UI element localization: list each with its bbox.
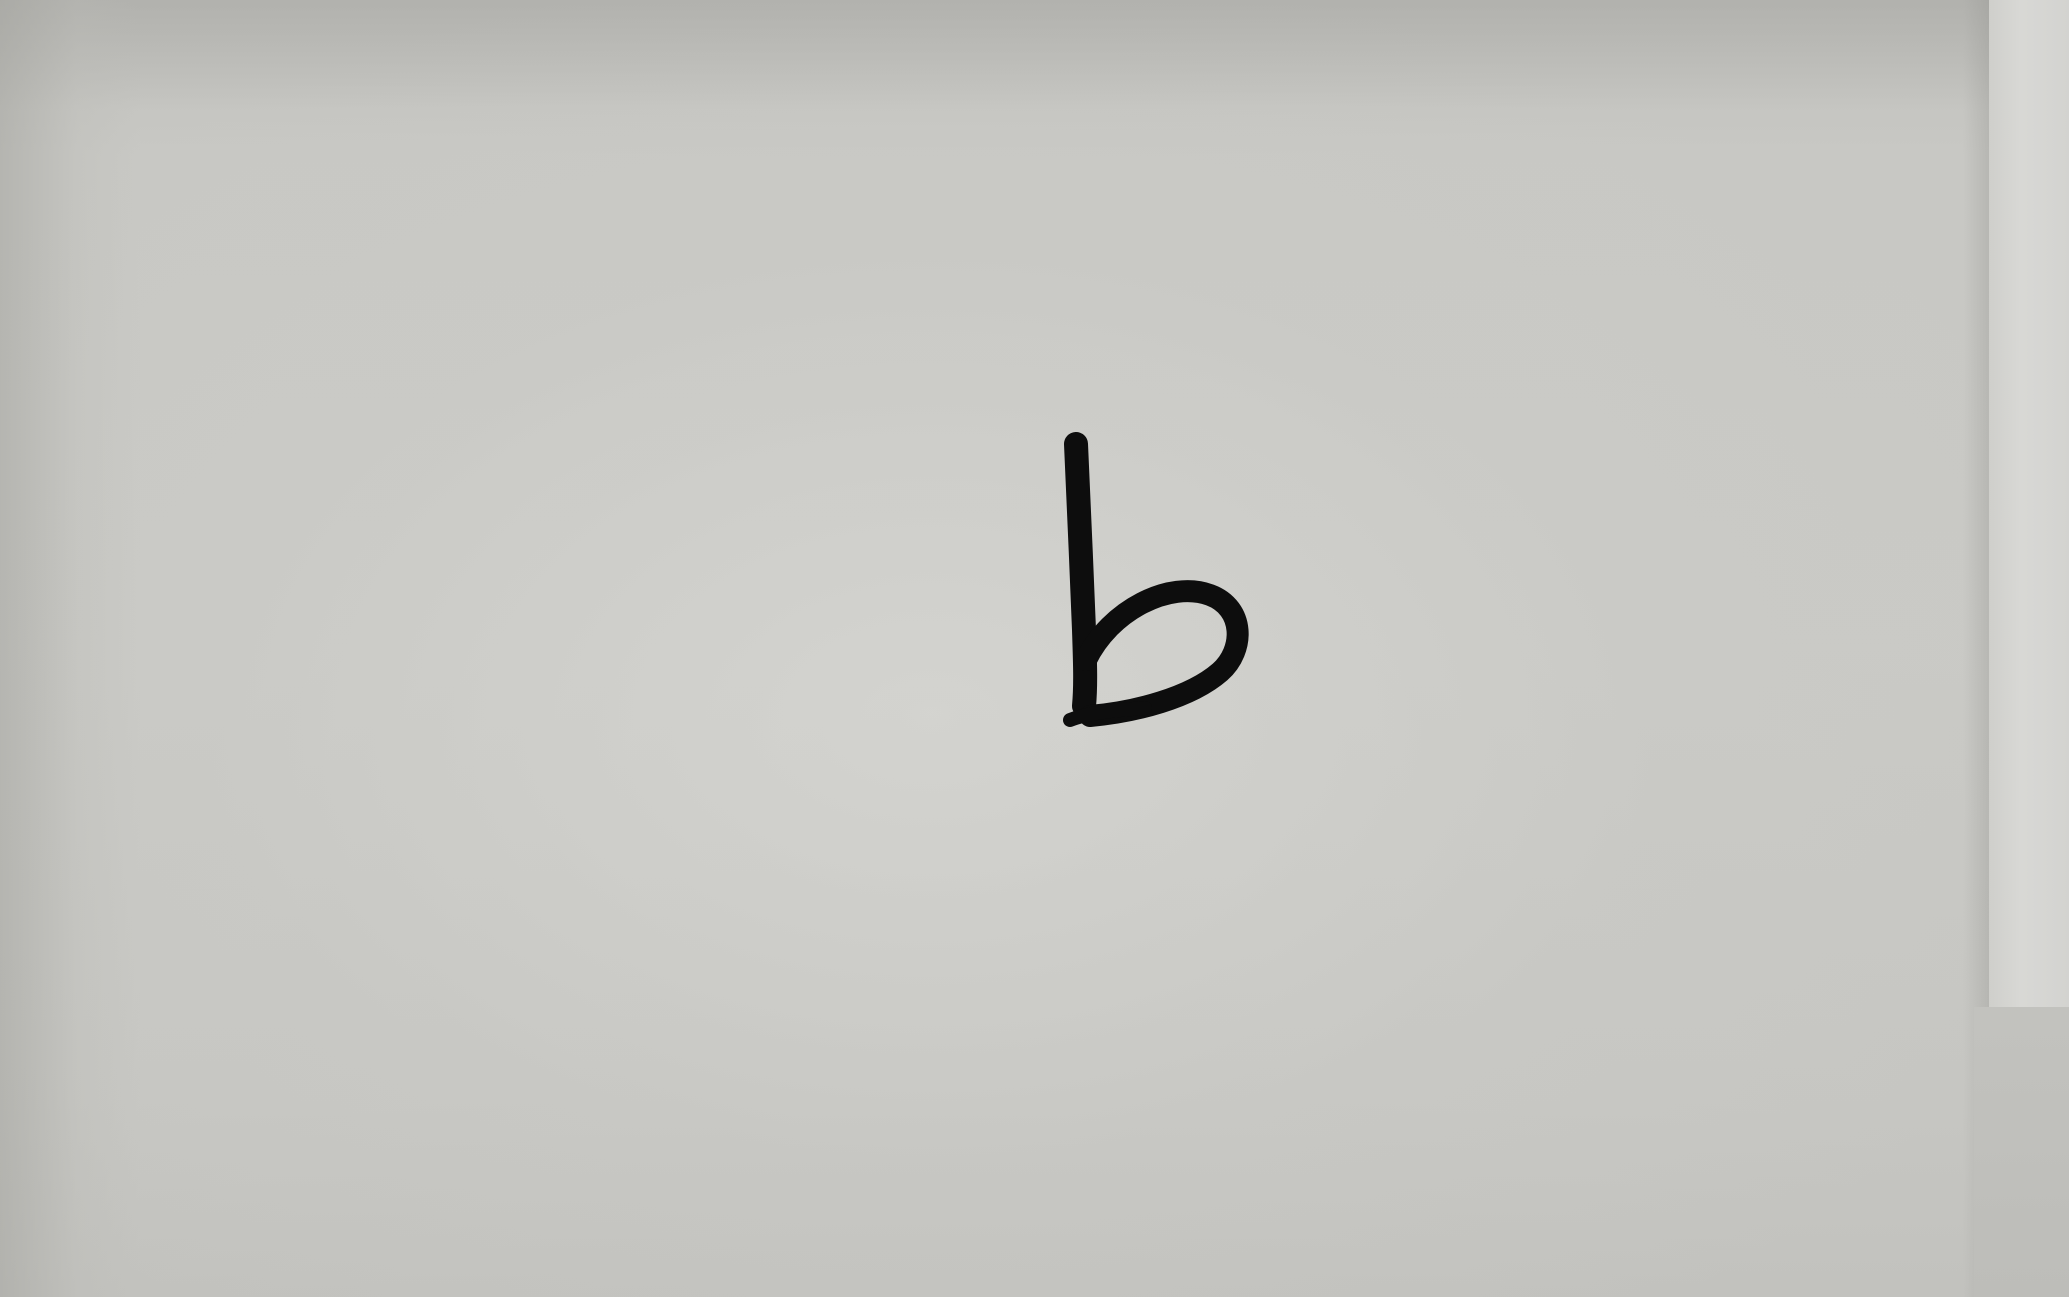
left-shadow	[0, 0, 140, 1297]
letter-bowl	[1086, 591, 1238, 716]
underlying-sheet-corner	[1974, 1007, 2069, 1297]
handwritten-letter-b	[1040, 420, 1280, 760]
top-shadow	[0, 0, 2069, 110]
